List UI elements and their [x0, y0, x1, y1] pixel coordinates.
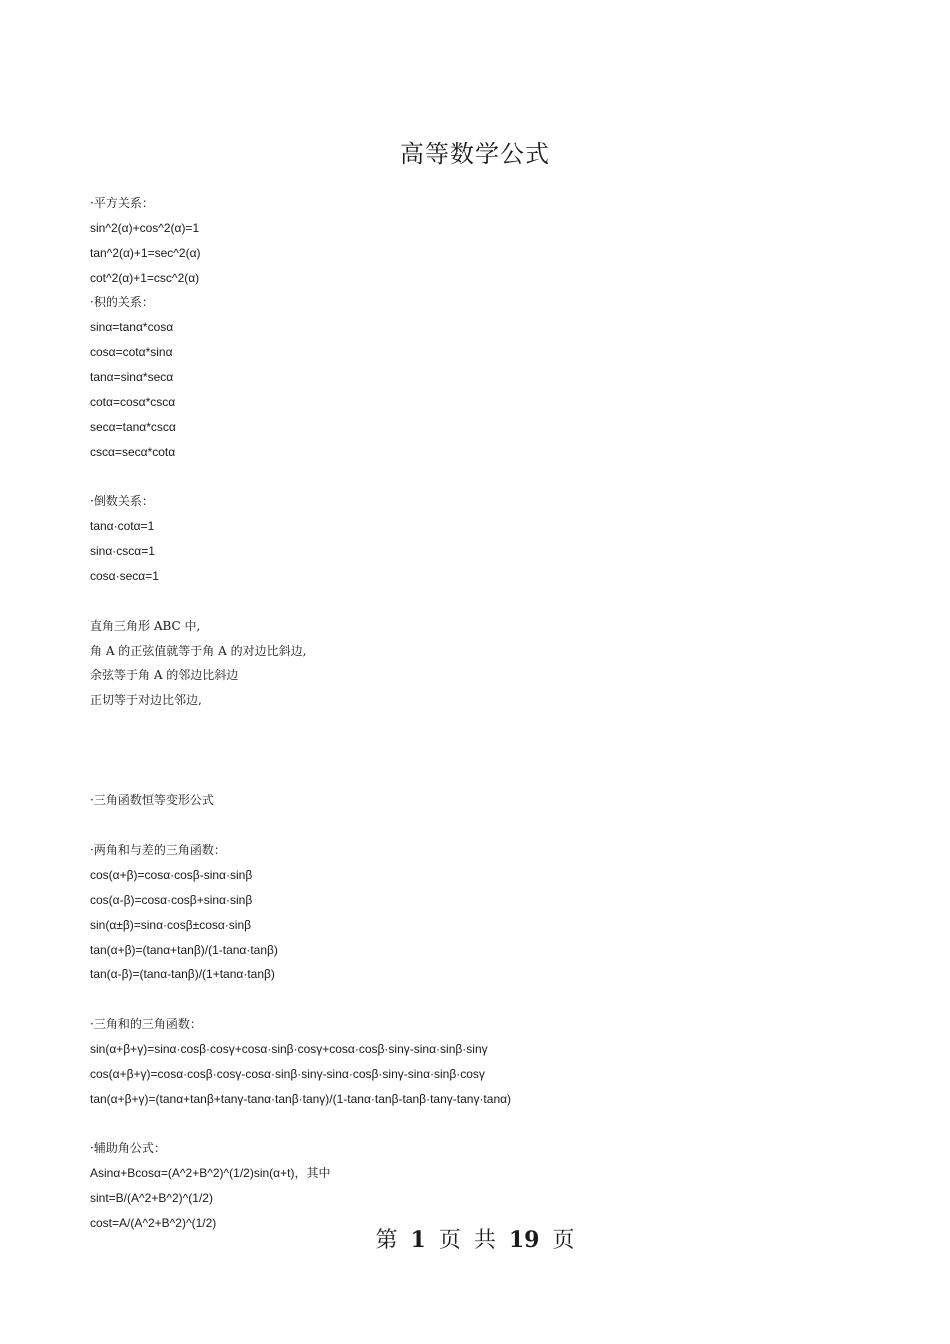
formula-line: sint=B/(A^2+B^2)^(1/2): [90, 1191, 213, 1205]
formula-line: tan(α+β)=(tanα+tanβ)/(1-tanα·tanβ): [90, 943, 278, 957]
page-footer: [0, 1226, 950, 1255]
formula-line: sinα=tanα*cosα: [90, 320, 174, 334]
formula-line: cotα=cosα*cscα: [90, 395, 176, 409]
formula-line: cos(α+β+γ)=cosα·cosβ·cosγ-cosα·sinβ·sinγ-sinα·cosβ·sinγ-sinα·sinβ·cosγ: [90, 1067, 485, 1081]
formula-line: sin(α+β+γ)=sinα·cosβ·cosγ+cosα·sinβ·cosγ+cosα·cosβ·sinγ-sinα·sinβ·sinγ: [90, 1042, 488, 1056]
current-page-number: 1: [410, 1227, 426, 1253]
formula-line: tan^2(α)+1=sec^2(α): [90, 246, 201, 260]
total-page-count: 19: [508, 1227, 540, 1253]
formula-line: tanα·cotα=1: [90, 519, 155, 533]
formula-line: tanα=sinα*secα: [90, 370, 174, 384]
section-heading-identity-transform: ·三角函数恒等变形公式: [90, 793, 214, 807]
formula-line: sin(α±β)=sinα·cosβ±cosα·sinβ: [90, 918, 252, 932]
formula-line: tan(α-β)=(tanα-tanβ)/(1+tanα·tanβ): [90, 967, 275, 981]
formula-line: cscα=secα*cotα: [90, 445, 176, 459]
footer-middle: 页 共: [438, 1228, 496, 1253]
formula-line: cot^2(α)+1=csc^2(α): [90, 271, 200, 285]
text-line: 直角三角形 ABC 中,: [90, 619, 201, 633]
text-line: 余弦等于角 A 的邻边比斜边: [90, 668, 239, 682]
formula-line: cos(α+β)=cosα·cosβ-sinα·sinβ: [90, 868, 253, 882]
section-heading-product-relation: ·积的关系：: [90, 295, 154, 309]
formula-line: cosα=cotα*sinα: [90, 345, 173, 359]
footer-prefix: 第: [375, 1228, 398, 1253]
formula-line: sinα·cscα=1: [90, 544, 155, 558]
footer-suffix: 页: [552, 1228, 575, 1253]
formula-line: cosα·secα=1: [90, 569, 159, 583]
section-heading-sum-difference: ·两角和与差的三角函数：: [90, 843, 226, 857]
section-heading-auxiliary-angle: ·辅助角公式：: [90, 1141, 166, 1155]
section-heading-reciprocal-relation: ·倒数关系：: [90, 494, 154, 508]
formula-line: Asinα+Bcosα=(A^2+B^2)^(1/2)sin(α+t)，其中: [90, 1166, 331, 1180]
section-heading-square-relation: ·平方关系：: [90, 196, 154, 210]
formula-line: tan(α+β+γ)=(tanα+tanβ+tanγ-tanα·tanβ·tanγ)/(1-tanα·tanβ-tanβ·tanγ-tanγ·tanα): [90, 1092, 512, 1106]
page-title: 高等数学公式: [400, 140, 550, 168]
formula-line: sin^2(α)+cos^2(α)=1: [90, 221, 200, 235]
text-line: 正切等于对边比邻边,: [90, 693, 202, 707]
formula-line: cost=A/(A^2+B^2)^(1/2): [90, 1216, 217, 1230]
formula-line: secα=tanα*cscα: [90, 420, 176, 434]
section-heading-triple-sum: ·三角和的三角函数：: [90, 1017, 202, 1031]
formula-line: cos(α-β)=cosα·cosβ+sinα·sinβ: [90, 893, 253, 907]
text-line: 角 A 的正弦值就等于角 A 的对边比斜边,: [90, 644, 307, 658]
